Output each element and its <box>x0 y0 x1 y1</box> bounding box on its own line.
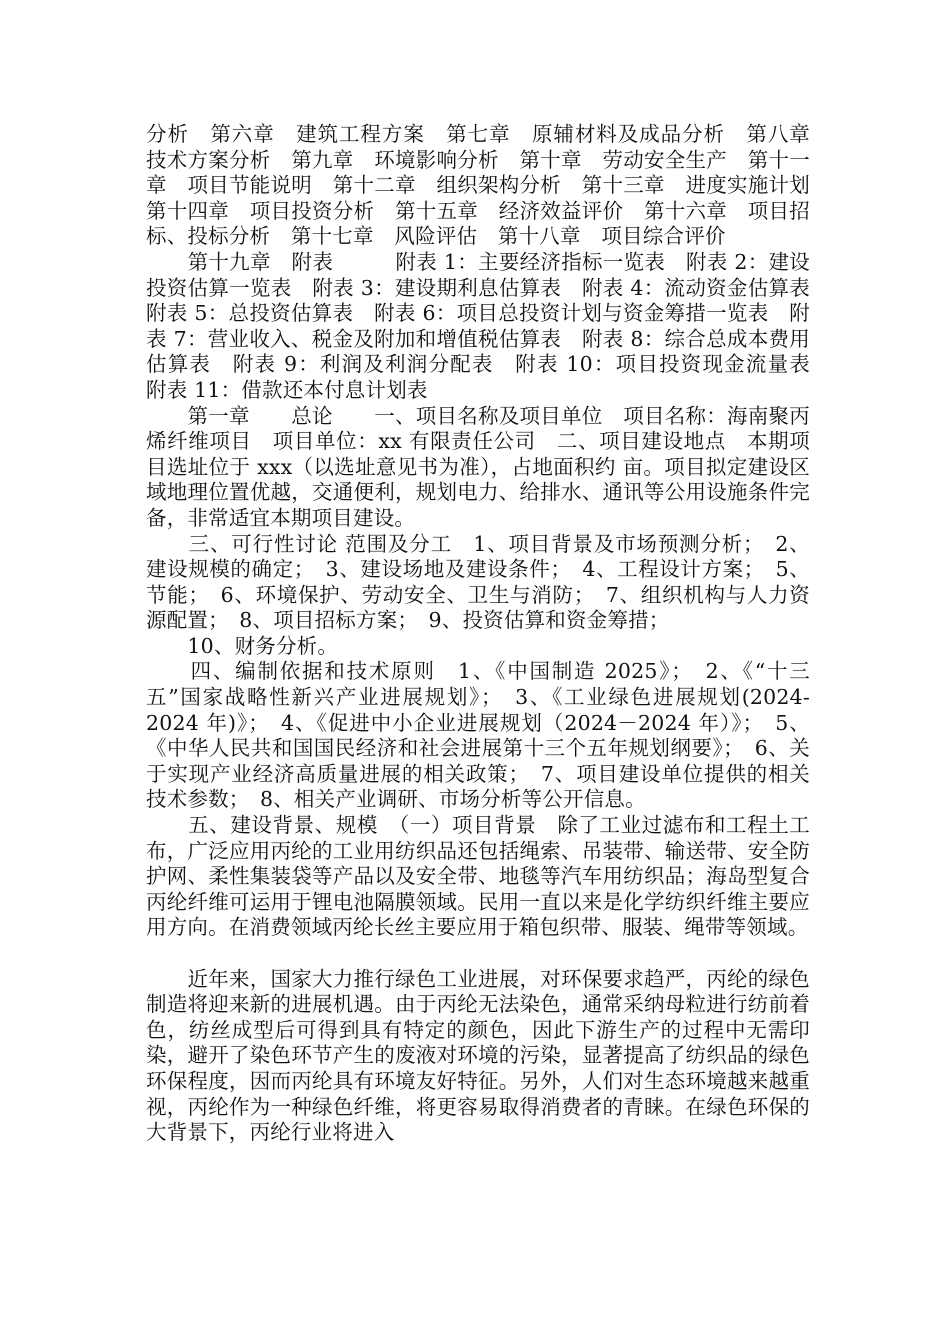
paragraph-basis-principles: 四、编制依据和技术原则 1、《中国制造 2025》； 2、《“十三五”国家战略性新兴产业进展规划》； 3、《工业绿色进展规划(2024-2024 年)》； 4、《促进中小企业进展规划（2024－2024 年）》； 5、《中华人民共和国国民经济和社会进展第十三个五年规划纲要》； 6、关于实现产业经济高质量进展的相关政策； 7、项目建设单位提供的相关技术参数； 8、相关产业调研、市场分析等公开信息。 <box>146 659 810 812</box>
paragraph-background-scale: 五、建设背景、规模 （一）项目背景 除了工业过滤布和工程土工布，广泛应用丙纶的工业用纺织品还包括绳索、吊装带、输送带、安全防护网、柔性集装袋等产品以及安全带、地毯等汽车用纺织品；海岛型复合丙纶纤维可运用于锂电池隔膜领域。民用一直以来是化学纺织纤维主要应用方向。在消费领域丙纶长丝主要应用于箱包织带、服装、绳带等领域。 <box>146 813 810 940</box>
paragraph-appendix-tables: 第十九章 附表 附表 1：主要经济指标一览表 附表 2：建设投资估算一览表 附表 3：建设期利息估算表 附表 4：流动资金估算表 附表 5：总投资估算表 附表 6：项目总投资计划与资金筹措一览表 附表 7：营业收入、税金及附加和增值税估算表 附表 8：综合总成本费用估算表 附表 9：利润及利润分配表 附表 10：项目投资现金流量表 附表 11：借款还本付息计划表 <box>146 249 831 402</box>
paragraph-financial-analysis: 10、财务分析。 <box>146 633 339 658</box>
paragraph-green-development: 近年来，国家大力推行绿色工业进展，对环保要求趋严，丙纶的绿色制造将迎来新的进展机遇。由于丙纶无法染色，通常采纳母粒进行纺前着色，纺丝成型后可得到具有特定的颜色，因此下游生产的过程中无需印染，避开了染色环节产生的废液对环境的污染，显著提高了纺织品的绿色环保程度，因而丙纶具有环境友好特征。另外，人们对生态环境越来越重视，丙纶作为一种绿色纤维，将更容易取得消费者的青睐。在绿色环保的大背景下，丙纶行业将进入 <box>146 966 810 1145</box>
paragraph-chapter-one-overview: 第一章 总论 一、项目名称及项目单位 项目名称：海南聚丙烯纤维项目 项目单位：xx 有限责任公司 二、项目建设地点 本期项目选址位于 xxx（以选址意见书为准），占地面积约 亩。项目拟定建设区域地理位置优越，交通便利，规划电力、给排水、通讯等公用设施条件完备，非常适宜本期项目建设。 <box>146 403 810 530</box>
document-body <box>146 122 831 1146</box>
paragraph-gap <box>146 941 810 967</box>
paragraph-chapter-list: 分析 第六章 建筑工程方案 第七章 原辅材料及成品分析 第八章 技术方案分析 第九章 环境影响分析 第十章 劳动安全生产 第十一章 项目节能说明 第十二章 组织架构分析 第十三章 进度实施计划 第十四章 项目投资分析 第十五章 经济效益评价 第十六章 项目招标、投标分析 第十七章 风险评估 第十八章 项目综合评价 <box>146 122 831 249</box>
paragraph-feasibility-scope: 三、可行性讨论 范围及分工 1、项目背景及市场预测分析； 2、建设规模的确定； 3、建设场地及建设条件； 4、工程设计方案； 5、节能； 6、环境保护、劳动安全、卫生与消防； 7、组织机构与人力资源配置； 8、项目招标方案； 9、投资估算和资金筹措； <box>146 531 810 633</box>
